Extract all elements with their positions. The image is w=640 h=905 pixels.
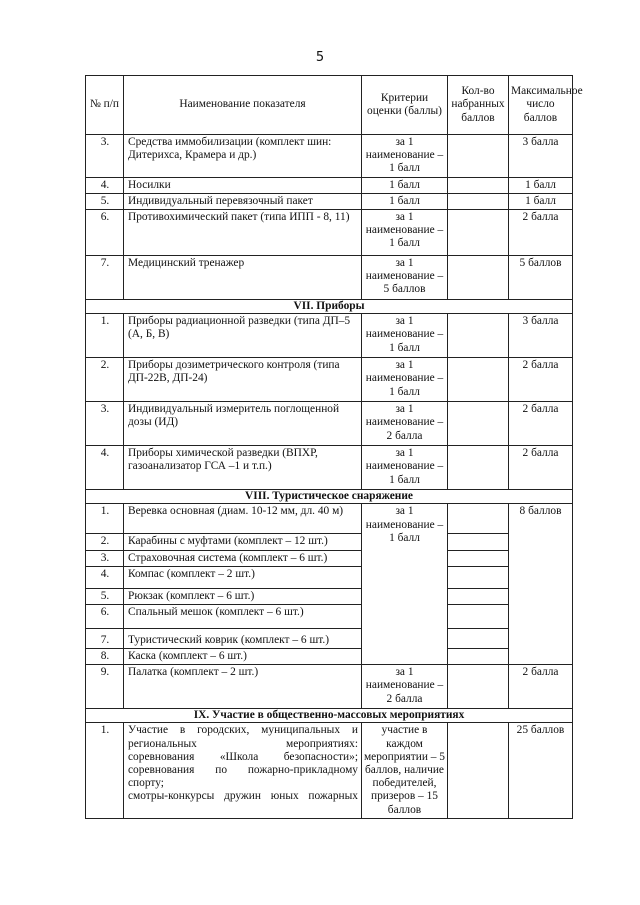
row-criteria: за 1 наименование – 1 балл — [362, 135, 448, 178]
row-max: 2 балла — [509, 210, 573, 256]
table-row — [86, 504, 573, 534]
table-row — [86, 629, 573, 649]
table-row — [86, 135, 573, 178]
row-name: Спальный мешок (комплект – 6 шт.) — [124, 605, 362, 629]
row-num: 5. — [86, 193, 124, 209]
row-num: 9. — [86, 665, 124, 709]
row-num: 3. — [86, 135, 124, 178]
header-max: Максимальное число баллов — [509, 76, 573, 135]
row-criteria: за 1 наименование – 1 балл — [362, 210, 448, 256]
header-num: № п/п — [86, 76, 124, 135]
shared-max: 8 баллов — [509, 504, 573, 665]
row-count — [448, 193, 509, 209]
page-number: 5 — [315, 50, 325, 65]
row-num: 7. — [86, 256, 124, 300]
row-name: Индивидуальный перевязочный пакет — [124, 193, 362, 209]
table-row — [86, 534, 573, 550]
header-count: Кол-во набранных баллов — [448, 76, 509, 135]
row-criteria: 1 балл — [362, 193, 448, 209]
row-count — [448, 446, 509, 490]
row-num: 1. — [86, 504, 124, 534]
row-count — [448, 649, 509, 665]
row-num: 1. — [86, 314, 124, 358]
table-row — [86, 665, 573, 709]
row-name: Противохимический пакет (типа ИПП - 8, 11) — [124, 210, 362, 256]
table-row — [86, 566, 573, 588]
table-header-row — [86, 76, 573, 135]
row-criteria: за 1 наименование – 2 балла — [362, 402, 448, 446]
row-name: Рюкзак (комплект – 6 шт.) — [124, 588, 362, 604]
row-count — [448, 723, 509, 818]
header-name: Наименование показателя — [124, 76, 362, 135]
section-title: IX. Участие в общественно-массовых мероприятиях — [86, 709, 573, 723]
header-criteria: Критерии оценки (баллы) — [362, 76, 448, 135]
shared-criteria: за 1 наименование – 1 балл — [362, 504, 448, 665]
row-name: Индивидуальный измеритель поглощенной дозы (ИД) — [124, 402, 362, 446]
row-count — [448, 210, 509, 256]
row-num: 8. — [86, 649, 124, 665]
row-max: 2 балла — [509, 446, 573, 490]
row-num: 4. — [86, 566, 124, 588]
row-num: 4. — [86, 177, 124, 193]
row-num: 6. — [86, 210, 124, 256]
row-name-line: соревнования по пожарно-прикладному спорту; — [128, 764, 358, 790]
table-row — [86, 358, 573, 402]
row-max: 1 балл — [509, 193, 573, 209]
row-count — [448, 534, 509, 550]
row-count — [448, 588, 509, 604]
table-row — [86, 193, 573, 209]
row-count — [448, 504, 509, 534]
row-num: 6. — [86, 605, 124, 629]
row-criteria: участие в каждом мероприятии – 5 баллов, наличие победителей, призеров – 15 баллов — [362, 723, 448, 818]
row-max: 3 балла — [509, 314, 573, 358]
row-num: 4. — [86, 446, 124, 490]
row-name: Страховочная система (комплект – 6 шт.) — [124, 550, 362, 566]
table-row — [86, 649, 573, 665]
row-max: 1 балл — [509, 177, 573, 193]
row-name: Средства иммобилизации (комплект шин: Дитерихса, Крамера и др.) — [124, 135, 362, 178]
row-name: Приборы радиационной разведки (типа ДП–5 (А, Б, В) — [124, 314, 362, 358]
row-count — [448, 177, 509, 193]
row-criteria: за 1 наименование – 1 балл — [362, 446, 448, 490]
row-name: Карабины с муфтами (комплект – 12 шт.) — [124, 534, 362, 550]
score-table — [85, 75, 583, 819]
section-row — [86, 709, 573, 723]
row-name-line: смотры-конкурсы дружин юных пожарных — [128, 790, 358, 803]
row-criteria: за 1 наименование – 2 балла — [362, 665, 448, 709]
section-title: VIII. Туристическое снаряжение — [86, 490, 573, 504]
row-name: Носилки — [124, 177, 362, 193]
row-criteria: за 1 наименование – 5 баллов — [362, 256, 448, 300]
row-name-multiline — [124, 723, 362, 818]
row-criteria: 1 балл — [362, 177, 448, 193]
table-row — [86, 256, 573, 300]
row-num: 2. — [86, 358, 124, 402]
row-count — [448, 566, 509, 588]
row-max: 2 балла — [509, 402, 573, 446]
row-count — [448, 550, 509, 566]
table-row — [86, 402, 573, 446]
row-name: Компас (комплект – 2 шт.) — [124, 566, 362, 588]
table-row — [86, 588, 573, 604]
table-row — [86, 314, 573, 358]
row-count — [448, 135, 509, 178]
row-count — [448, 402, 509, 446]
table-row — [86, 210, 573, 256]
row-name: Туристический коврик (комплект – 6 шт.) — [124, 629, 362, 649]
table-row — [86, 550, 573, 566]
row-criteria: за 1 наименование – 1 балл — [362, 314, 448, 358]
row-name: Приборы дозиметрического контроля (типа ДП-22В, ДП-24) — [124, 358, 362, 402]
row-criteria: за 1 наименование – 1 балл — [362, 358, 448, 402]
row-max: 2 балла — [509, 665, 573, 709]
row-count — [448, 629, 509, 649]
table-row — [86, 723, 573, 818]
row-count — [448, 256, 509, 300]
row-name-line: Участие в городских, муниципальных и региональных мероприятиях: — [128, 724, 358, 750]
row-num: 3. — [86, 550, 124, 566]
row-name: Веревка основная (диам. 10-12 мм, дл. 40 м) — [124, 504, 362, 534]
row-num: 2. — [86, 534, 124, 550]
row-max: 5 баллов — [509, 256, 573, 300]
row-count — [448, 665, 509, 709]
row-num: 7. — [86, 629, 124, 649]
row-max: 25 баллов — [509, 723, 573, 818]
row-count — [448, 314, 509, 358]
table-row — [86, 177, 573, 193]
row-count — [448, 358, 509, 402]
row-name: Палатка (комплект – 2 шт.) — [124, 665, 362, 709]
table-row — [86, 605, 573, 629]
row-name: Каска (комплект – 6 шт.) — [124, 649, 362, 665]
row-name: Медицинский тренажер — [124, 256, 362, 300]
row-num: 1. — [86, 723, 124, 818]
row-name-line: соревнования «Школа безопасности»; — [128, 750, 358, 763]
row-name: Приборы химической разведки (ВПХР, газоанализатор ГСА –1 и т.п.) — [124, 446, 362, 490]
row-max: 3 балла — [509, 135, 573, 178]
table-row — [86, 446, 573, 490]
row-max: 2 балла — [509, 358, 573, 402]
section-row — [86, 300, 573, 314]
section-row — [86, 490, 573, 504]
section-title: VII. Приборы — [86, 300, 573, 314]
row-num: 3. — [86, 402, 124, 446]
row-count — [448, 605, 509, 629]
row-num: 5. — [86, 588, 124, 604]
